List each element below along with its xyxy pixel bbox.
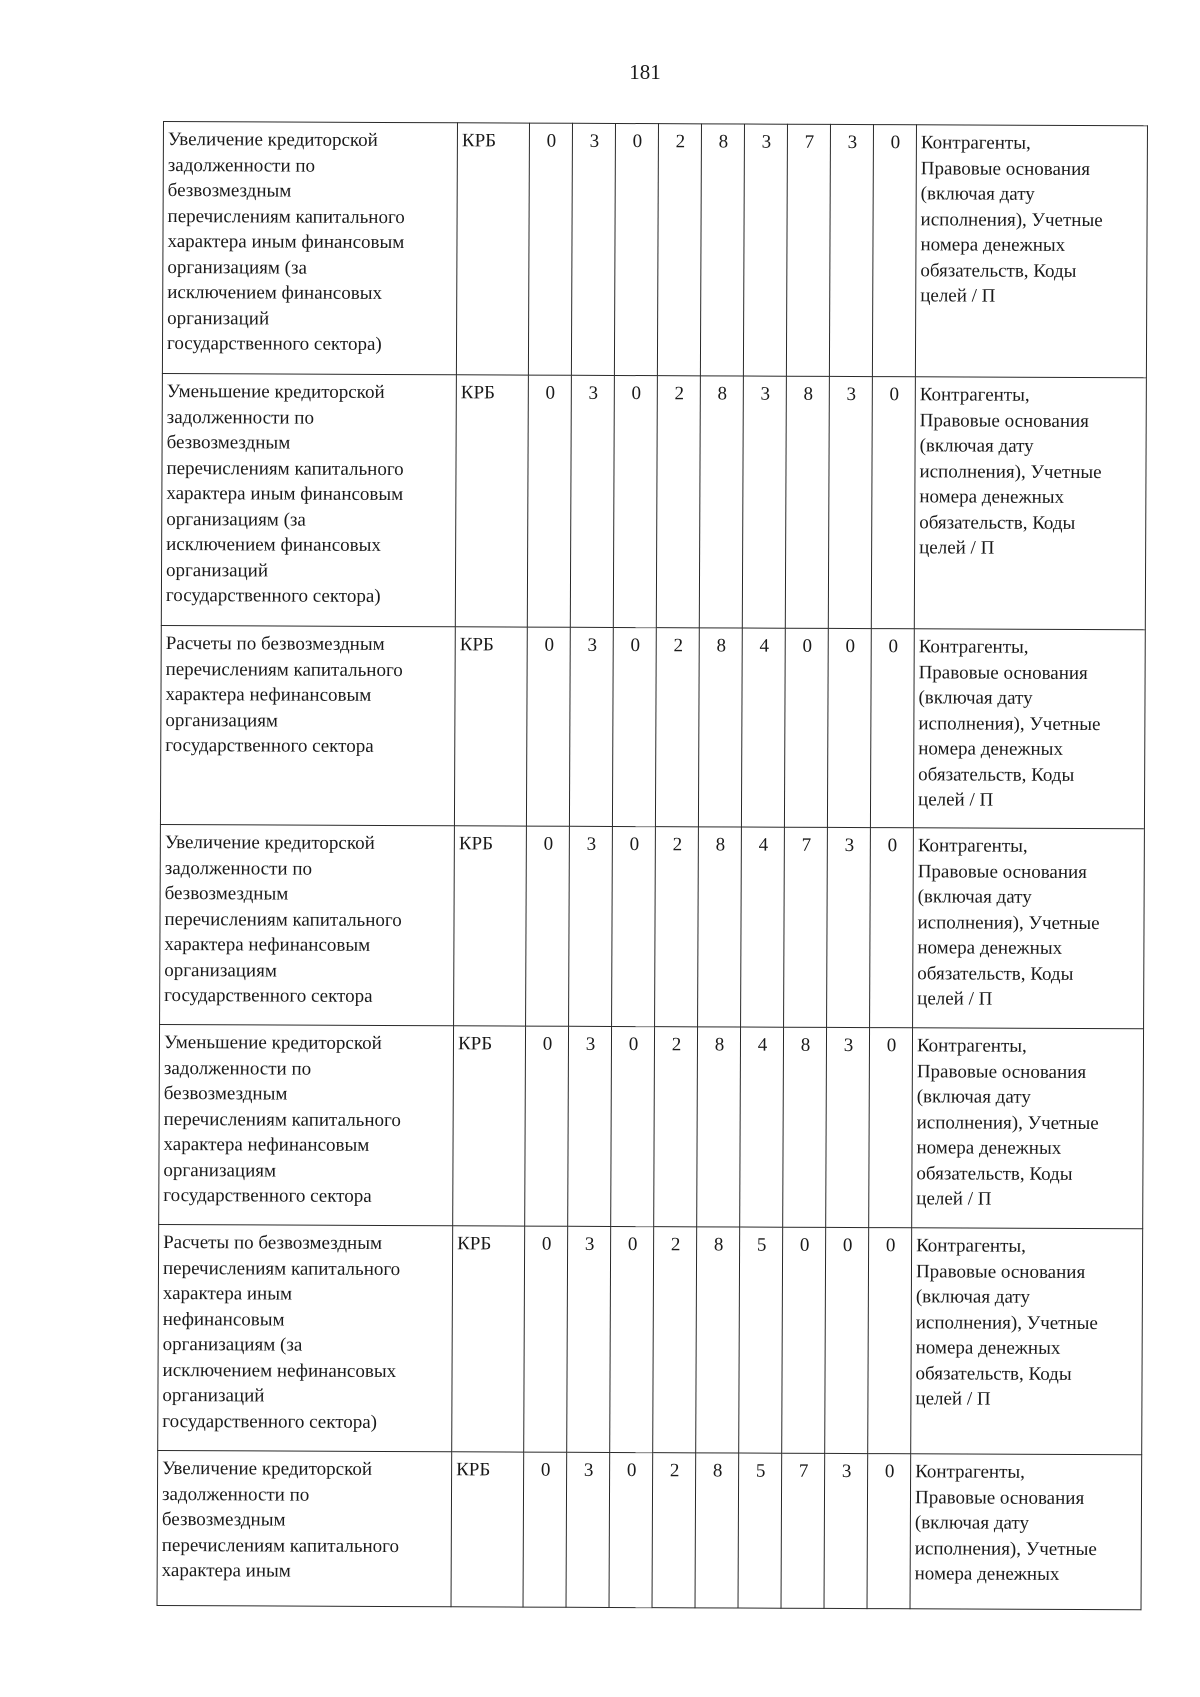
row-digit: 3 — [569, 627, 613, 826]
row-digit: 4 — [741, 628, 785, 827]
row-code-type: КРБ — [454, 627, 527, 826]
row-digit: 7 — [781, 1453, 825, 1608]
row-digit: 3 — [824, 1453, 868, 1608]
row-digit: 5 — [739, 1227, 783, 1453]
table-row — [158, 1224, 1143, 1454]
row-code-type: КРБ — [451, 1452, 524, 1607]
row-digit: 7 — [784, 827, 828, 1027]
row-digit: 3 — [570, 375, 614, 627]
row-analytics: Контрагенты, Правовые основания (включая дату исполнения), Учетные номера денежных обязательств, Коды целей / П — [915, 125, 1147, 378]
row-description: Расчеты по безвозмездным перечислениям капитального характера иным нефинансовым организациям (за исключением нефинансовых организаций государственного сектора) — [158, 1224, 453, 1451]
row-digit: 0 — [611, 1026, 655, 1226]
row-digit: 3 — [828, 376, 872, 628]
row-code-type: КРБ — [456, 123, 529, 375]
table-row — [162, 122, 1147, 378]
table-row — [159, 1024, 1144, 1228]
row-analytics: Контрагенты, Правовые основания (включая дату исполнения), Учетные номера денежных обязательств, Коды целей / П — [912, 1028, 1144, 1229]
table-row — [161, 373, 1146, 629]
row-digit: 0 — [526, 627, 570, 826]
row-digit: 0 — [613, 375, 657, 627]
row-description: Уменьшение кредиторской задолженности по безвозмездным перечислениям капитального характера нефинансовым организациям государственного сектора — [159, 1024, 454, 1225]
row-digit: 8 — [700, 124, 744, 376]
row-digit: 0 — [527, 375, 571, 627]
row-digit: 0 — [869, 1028, 913, 1228]
row-digit: 0 — [524, 1226, 568, 1452]
row-digit: 8 — [785, 376, 829, 628]
row-digit: 3 — [742, 376, 786, 628]
row-digit: 3 — [827, 827, 871, 1027]
row-analytics: Контрагенты, Правовые основания (включая дату исполнения), Учетные номера денежных обязательств, Коды целей / П — [913, 629, 1145, 829]
row-digit: 0 — [784, 628, 828, 827]
row-digit: 0 — [609, 1452, 653, 1607]
row-description: Увеличение кредиторской задолженности по безвозмездным перечислениям капитального характера иным — [157, 1450, 452, 1606]
row-digit: 4 — [741, 827, 785, 1027]
row-digit: 0 — [871, 377, 915, 629]
row-digit: 5 — [738, 1453, 782, 1608]
row-code-type: КРБ — [453, 1026, 526, 1226]
row-digit: 8 — [698, 628, 742, 827]
row-digit: 0 — [872, 125, 916, 377]
row-digit: 0 — [870, 828, 914, 1028]
row-digit: 0 — [614, 123, 658, 375]
row-digit: 3 — [568, 1026, 612, 1226]
row-digit: 8 — [697, 1027, 741, 1227]
row-digit: 3 — [569, 826, 613, 1026]
row-digit: 3 — [743, 124, 787, 376]
row-digit: 3 — [567, 1226, 611, 1452]
row-digit: 0 — [525, 1026, 569, 1226]
row-digit: 3 — [826, 1027, 870, 1227]
row-code-type: КРБ — [452, 1226, 525, 1452]
row-digit: 2 — [656, 376, 700, 628]
row-digit: 0 — [782, 1227, 826, 1453]
row-digit: 0 — [523, 1452, 567, 1607]
page-number: 181 — [629, 60, 661, 84]
row-digit: 3 — [829, 124, 873, 376]
table-row — [157, 1450, 1142, 1609]
row-digit: 8 — [695, 1453, 739, 1608]
row-digit: 0 — [526, 826, 570, 1026]
row-analytics: Контрагенты, Правовые основания (включая дату исполнения), Учетные номера денежных — [910, 1454, 1142, 1610]
row-digit: 0 — [868, 1228, 912, 1454]
row-digit: 7 — [786, 124, 830, 376]
row-digit: 0 — [612, 627, 656, 826]
row-digit: 0 — [528, 123, 572, 375]
row-analytics: Контрагенты, Правовые основания (включая дату исполнения), Учетные номера денежных обязательств, Коды целей / П — [913, 828, 1145, 1029]
row-digit: 2 — [655, 628, 699, 827]
row-digit: 0 — [825, 1227, 869, 1453]
row-code-type: КРБ — [455, 375, 528, 627]
row-digit: 0 — [867, 1454, 911, 1609]
row-digit: 8 — [783, 1027, 827, 1227]
row-code-type: КРБ — [454, 826, 527, 1026]
row-digit: 2 — [655, 827, 699, 1027]
row-digit: 8 — [698, 827, 742, 1027]
row-analytics: Контрагенты, Правовые основания (включая дату исполнения), Учетные номера денежных обязательств, Коды целей / П — [911, 1228, 1143, 1455]
row-digit: 0 — [612, 826, 656, 1026]
row-digit: 8 — [696, 1227, 740, 1453]
row-digit: 0 — [870, 629, 914, 828]
row-digit: 0 — [827, 628, 871, 827]
row-description: Расчеты по безвозмездным перечислениям капитального характера нефинансовым организациям государственного сектора — [160, 625, 455, 825]
row-digit: 2 — [657, 124, 701, 376]
table-row — [160, 824, 1145, 1028]
row-digit: 3 — [571, 123, 615, 375]
row-analytics: Контрагенты, Правовые основания (включая дату исполнения), Учетные номера денежных обязательств, Коды целей / П — [914, 377, 1146, 630]
row-digit: 0 — [610, 1226, 654, 1452]
row-digit: 2 — [652, 1453, 696, 1608]
row-digit: 3 — [566, 1452, 610, 1607]
row-digit: 4 — [740, 1027, 784, 1227]
row-digit: 2 — [654, 1027, 698, 1227]
row-digit: 2 — [653, 1227, 697, 1453]
accounts-table — [157, 121, 1148, 1610]
row-digit: 8 — [699, 376, 743, 628]
row-description: Уменьшение кредиторской задолженности по безвозмездным перечислениям капитального характера иным финансовым организациям (за исключением финансовых организаций государственного сектора) — [161, 373, 456, 626]
table-row — [160, 625, 1145, 828]
row-description: Увеличение кредиторской задолженности по безвозмездным перечислениям капитального характера нефинансовым организациям государственного сектора — [160, 824, 455, 1025]
row-description: Увеличение кредиторской задолженности по безвозмездным перечислениям капитального характера иным финансовым организациям (за исключением финансовых организаций государственного сектора) — [162, 122, 457, 375]
